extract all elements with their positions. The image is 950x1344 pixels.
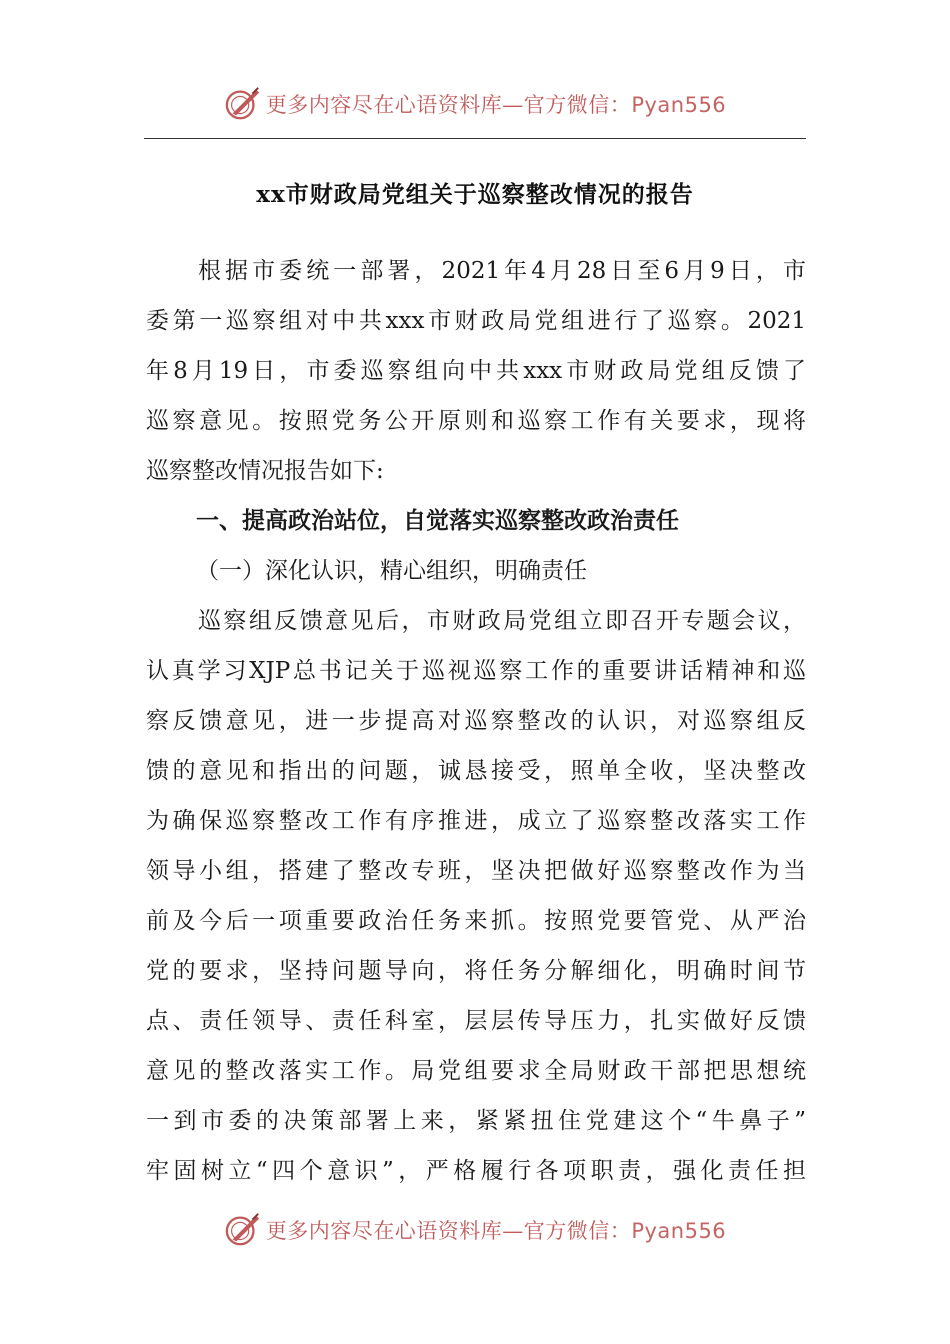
- banner-text: 更多内容尽在心语资料库—官方微信：Pyan556: [265, 93, 727, 117]
- paragraph-line: 牢固树立“四个意识”，严格履行各项职责，强化责任担: [146, 1158, 806, 1184]
- paragraph-line: 委第一巡察组对中共xxx市财政局党组进行了巡察。2021: [146, 308, 806, 334]
- paragraph-line: 巡察组反馈意见后，市财政局党组立即召开专题会议，: [198, 608, 806, 634]
- paragraph-line: 根据市委统一部署，2021年4月28日至6月9日，市: [198, 258, 806, 284]
- paragraph-line: 意见的整改落实工作。局党组要求全局财政干部把思想统: [146, 1058, 806, 1084]
- paragraph-line: 认真学习XJP总书记关于巡视巡察工作的重要讲话精神和巡: [146, 658, 806, 684]
- paragraph-line: 巡察整改情况报告如下:: [146, 458, 384, 484]
- paragraph-line: 察反馈意见，进一步提高对巡察整改的认识，对巡察组反: [146, 708, 806, 734]
- wechat-id: Pyan556: [631, 1219, 727, 1243]
- subsection-heading: （一）深化认识，精心组织，明确责任: [196, 558, 587, 584]
- paragraph-line: 巡察意见。按照党务公开原则和巡察工作有关要求，现将: [146, 408, 806, 434]
- paragraph-line: 一到市委的决策部署上来，紧紧扭住党建这个“牛鼻子”: [146, 1108, 806, 1134]
- quill-seal-icon: [224, 85, 262, 123]
- document-title: xx市财政局党组关于巡察整改情况的报告: [256, 181, 694, 208]
- paragraph-line: 年8月19日，市委巡察组向中共xxx市财政局党组反馈了: [146, 358, 806, 384]
- paragraph-line: 前及今后一项重要政治任务来抓。按照党要管党、从严治: [146, 908, 806, 934]
- paragraph-line: 为确保巡察整改工作有序推进，成立了巡察整改落实工作: [146, 808, 806, 834]
- paragraph-line: 领导小组，搭建了整改专班，坚决把做好巡察整改作为当: [146, 858, 806, 884]
- banner-text: 更多内容尽在心语资料库—官方微信：Pyan556: [265, 1219, 727, 1243]
- header-banner: [0, 82, 950, 126]
- paragraph-line: 馈的意见和指出的问题，诚恳接受，照单全收，坚决整改: [146, 758, 806, 784]
- wechat-id: Pyan556: [631, 93, 727, 117]
- paragraph-line: 党的要求，坚持问题导向，将任务分解细化，明确时间节: [146, 958, 806, 984]
- paragraph-line: 点、责任领导、责任科室，层层传导压力，扎实做好反馈: [146, 1008, 806, 1034]
- quill-seal-icon: [224, 1211, 262, 1249]
- header-divider: [144, 138, 806, 139]
- document-body: [146, 246, 806, 1196]
- section-heading: 一、提高政治站位，自觉落实巡察整改政治责任: [196, 508, 679, 534]
- footer-banner: [0, 1208, 950, 1252]
